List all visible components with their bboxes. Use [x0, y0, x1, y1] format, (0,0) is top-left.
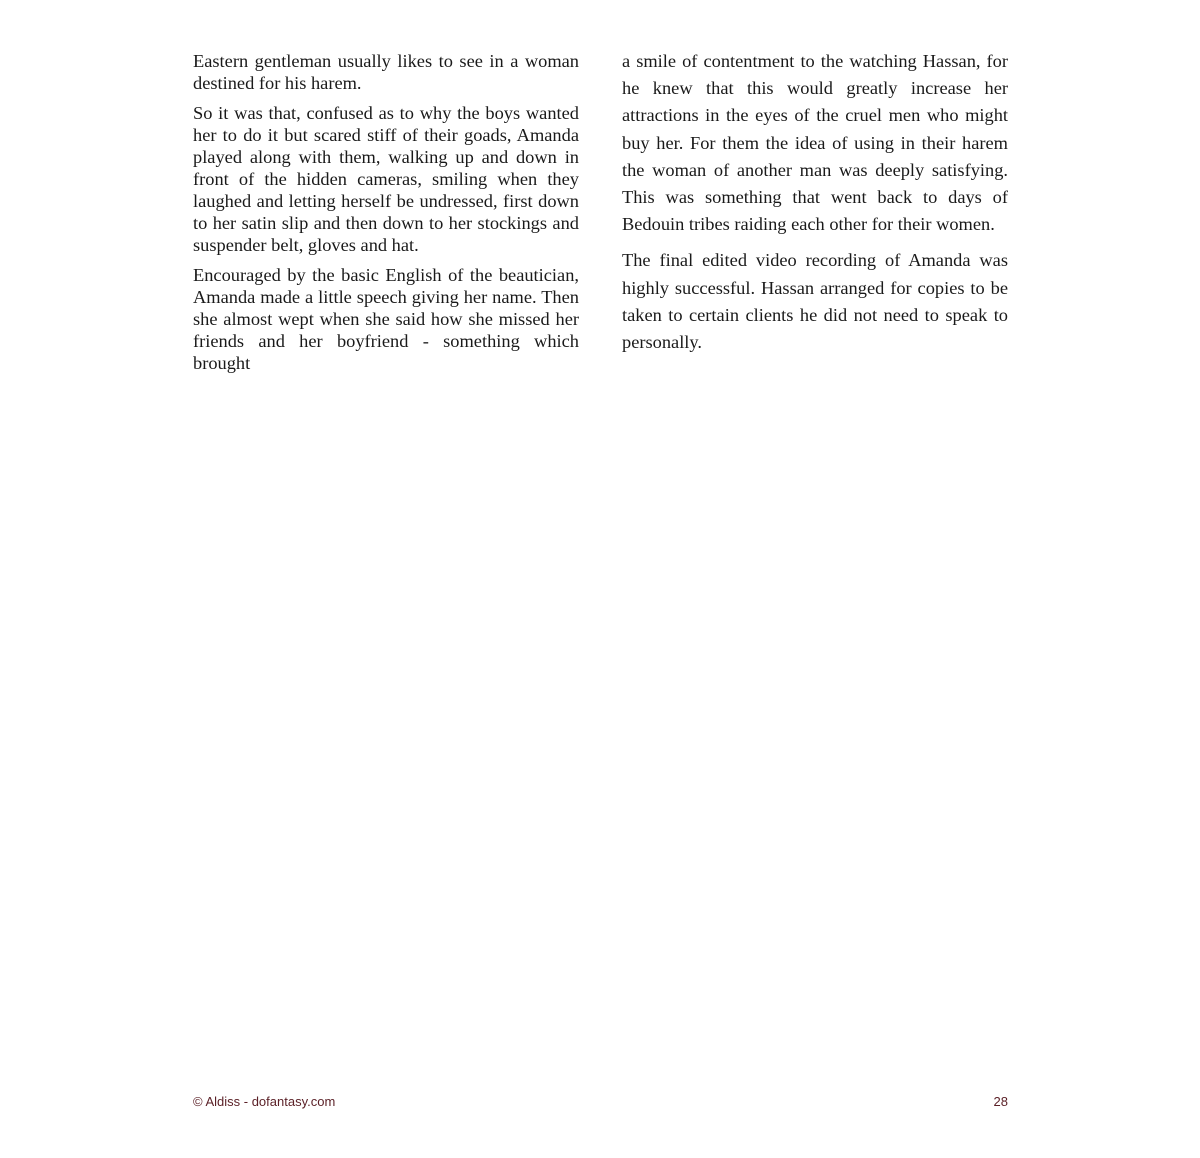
left-paragraph-1: Eastern gentleman usually likes to see in a woman destined for his harem. — [193, 51, 579, 93]
left-paragraph-2: So it was that, confused as to why the boys wanted her to do it but scared stiff of their goads, Amanda played along with them, walking up and down in front of the hidden cameras, smiling when they laughed and letting herself be undressed, first down to her satin slip and then down to her stockings and suspender belt, gloves and hat. — [193, 103, 579, 255]
right-text-column — [622, 50, 1008, 356]
footer-copyright: © Aldiss - dofantasy.com — [193, 1094, 336, 1109]
left-text-column — [193, 50, 579, 374]
left-paragraph-3: Encouraged by the basic English of the beautician, Amanda made a little speech giving her name. Then she almost wept when she said how she missed her friends and her boyfriend - something which brought — [193, 265, 579, 373]
right-paragraph-1: a smile of contentment to the watching Hassan, for he knew that this would greatly increase her attractions in the eyes of the cruel men who might buy her. For them the idea of using in their harem the woman of another man was deeply satisfying. This was something that went back to days of Bedouin tribes raiding each other for their women. — [622, 51, 1008, 235]
right-paragraph-2: The final edited video recording of Amanda was highly successful. Hassan arranged for copies to be taken to certain clients he did not need to speak to personally. — [622, 250, 1008, 353]
page-number: 28 — [993, 1094, 1008, 1109]
